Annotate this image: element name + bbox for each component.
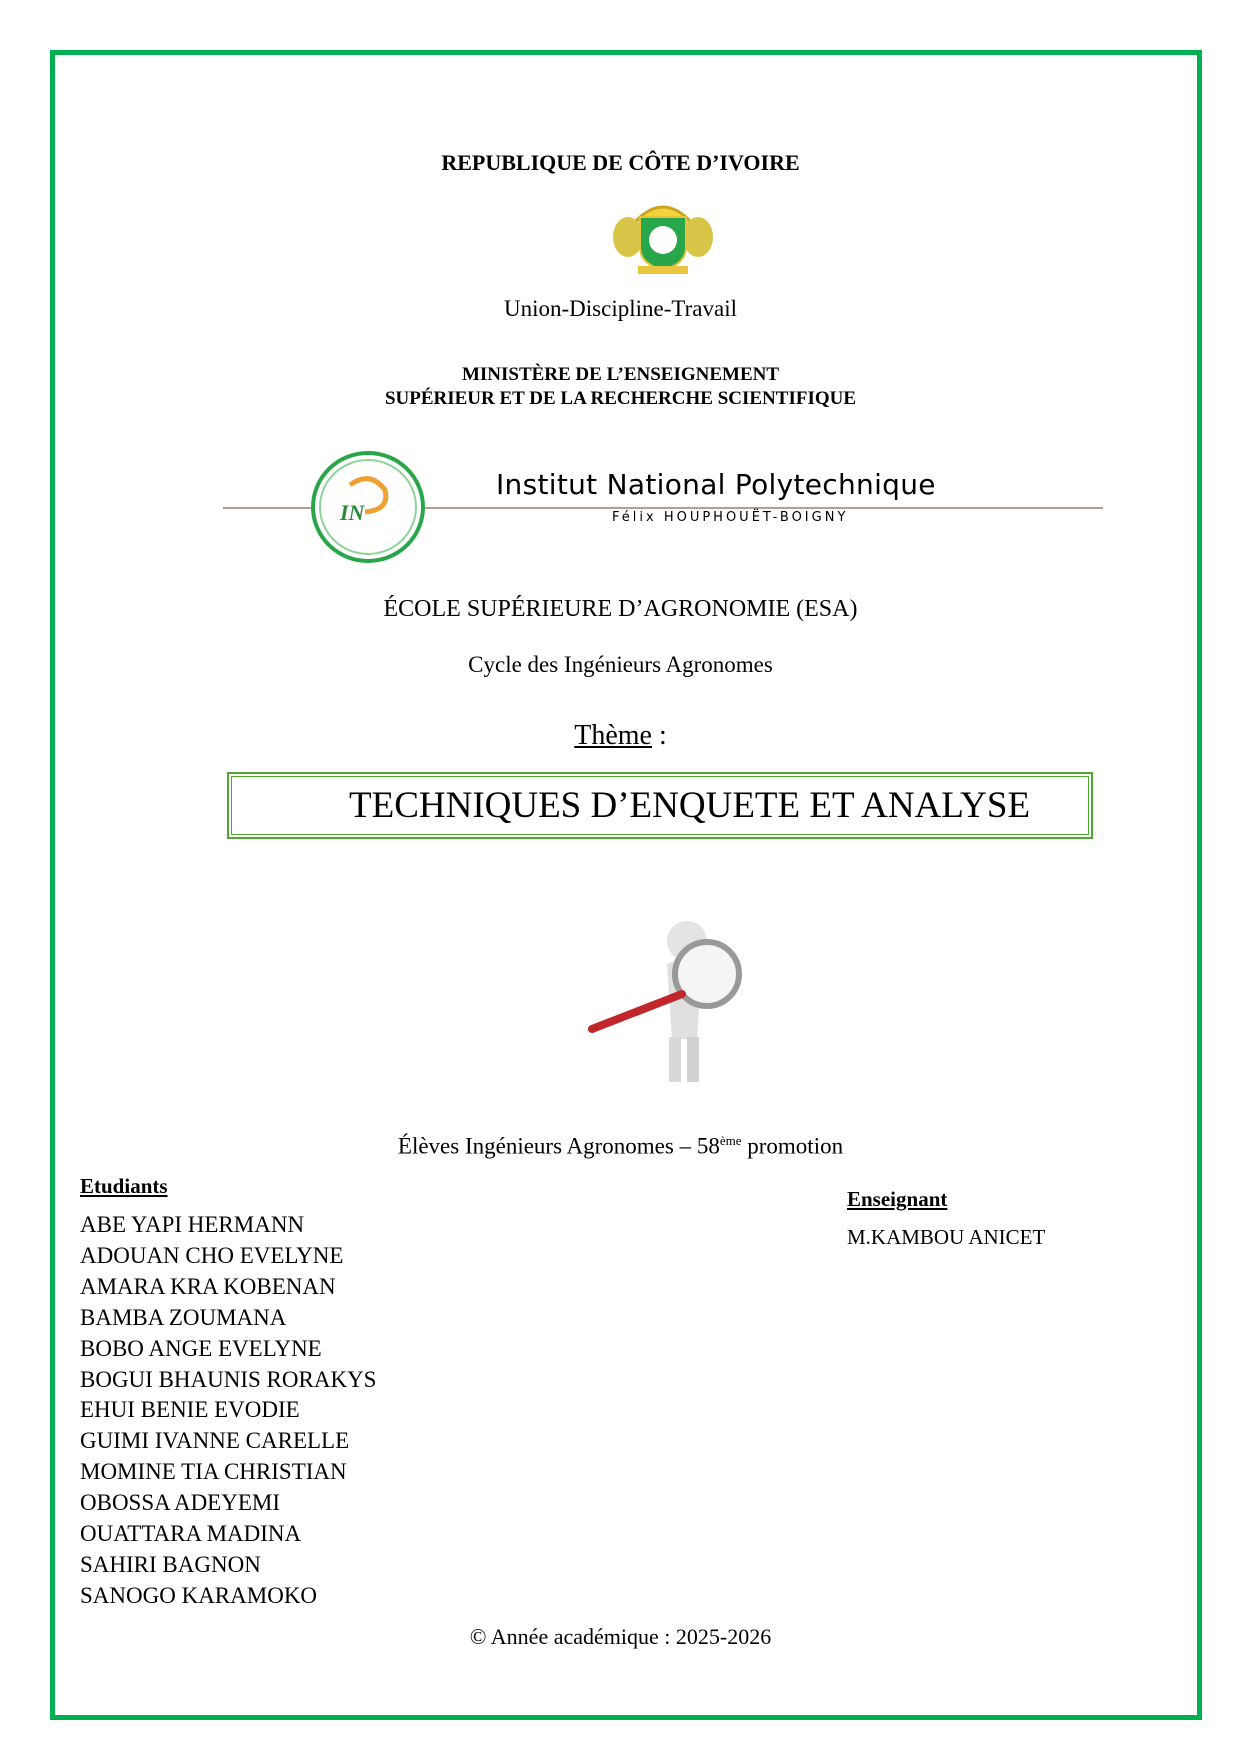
student-name: ADOUAN CHO EVELYNE [80,1242,344,1268]
coat-of-arms-emblem [610,192,716,280]
student-name: BOBO ANGE EVELYNE [80,1335,322,1361]
theme-title-box [227,772,1093,839]
promotion-line [0,1133,1241,1160]
student-name: EHUI BENIE EVODIE [80,1397,300,1423]
institute-subtitle: Félix HOUPHOUËT-BOIGNY [612,510,849,525]
theme-label-text: Thème [574,720,652,751]
student-name: OBOSSA ADEYEMI [80,1490,281,1516]
promotion-suffix: promotion [741,1133,844,1159]
theme-label [0,720,1241,752]
student-name: MOMINE TIA CHRISTIAN [80,1459,347,1485]
academic-year: © Année académique : 2025-2026 [469,1624,772,1649]
theme-colon: : [651,720,667,751]
ministry-line-2: SUPÉRIEUR ET DE LA RECHERCHE SCIENTIFIQUE [384,388,857,409]
theme-title: TECHNIQUES D’ENQUETE ET ANALYSE [349,785,1031,826]
promotion-sup: ème [719,1133,742,1148]
teacher-name: M.KAMBOU ANICET [847,1225,1046,1249]
student-name: OUATTARA MADINA [80,1521,302,1547]
promotion-prefix: Élèves Ingénieurs Agronomes – 58 [397,1133,720,1159]
students-heading: Etudiants [80,1174,168,1198]
student-name: ABE YAPI HERMANN [80,1212,305,1237]
svg-text:IN: IN [340,500,365,525]
student-name: AMARA KRA KOBENAN [80,1273,336,1299]
student-name: SANOGO KARAMOKO [80,1582,318,1608]
magnifier-figure-illustration [587,919,747,1091]
teacher-heading: Enseignant [847,1187,948,1211]
student-name: GUIMI IVANNE CARELLE [80,1428,350,1454]
inp-hb-logo [310,450,426,564]
student-name: SAHIRI BAGNON [80,1551,261,1577]
institute-name: Institut National Polytechnique [496,468,936,501]
student-name: BOGUI BHAUNIS RORAKYS [80,1366,377,1392]
cycle-name: Cycle des Ingénieurs Agronomes [468,652,773,677]
students-list [80,1210,376,1612]
ministry-line-1: MINISTÈRE DE L’ENSEIGNEMENT [461,364,780,385]
student-name: BAMBA ZOUMANA [80,1304,287,1330]
country-title: REPUBLIQUE DE CÔTE D’IVOIRE [441,150,800,175]
school-name: ÉCOLE SUPÉRIEURE D’AGRONOMIE (ESA) [383,596,858,622]
national-motto: Union-Discipline-Travail [504,296,737,321]
